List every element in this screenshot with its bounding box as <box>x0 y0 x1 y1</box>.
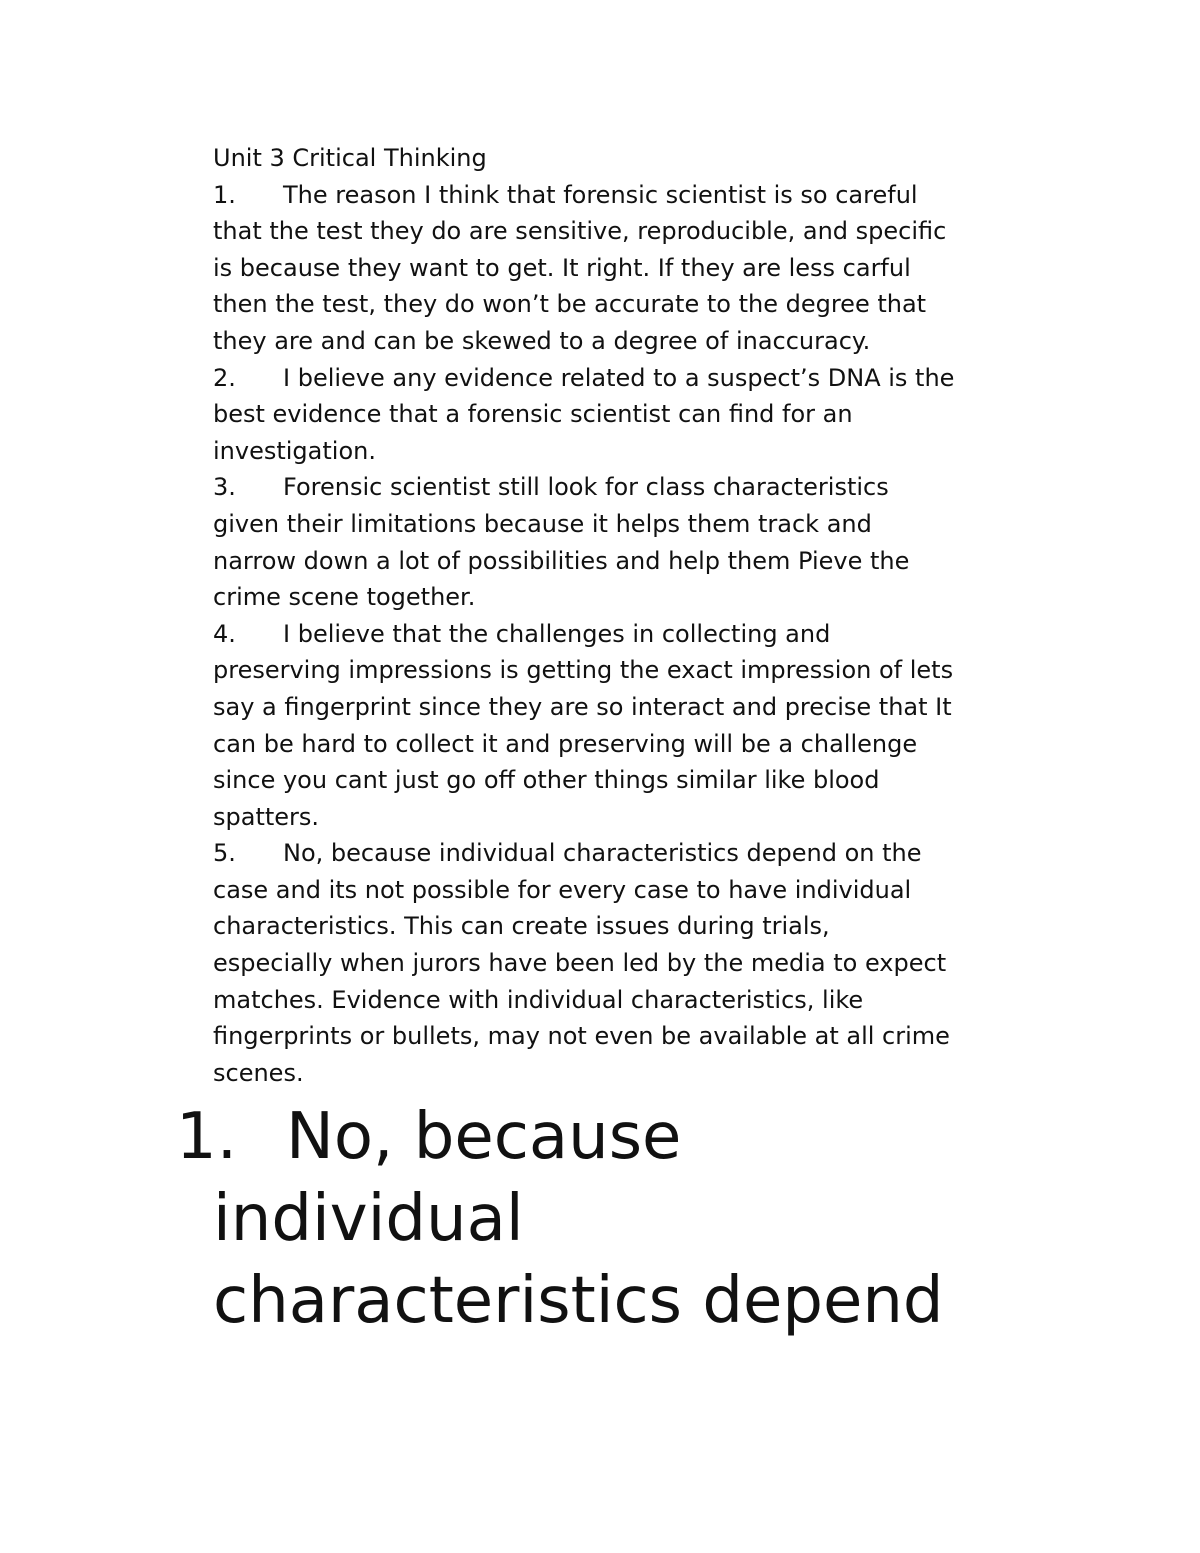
answer-line: given their limitations because it helps them track and <box>213 509 872 538</box>
large-answer-line: characteristics depend <box>213 1264 944 1338</box>
answer-line: fingerprints or bullets, may not even be available at all crime <box>213 1022 950 1051</box>
answer-line: then the test, they do won’t be accurate to the degree that <box>213 290 927 319</box>
large-item-number: 1. <box>176 1100 238 1174</box>
item-number: 1. <box>213 180 236 209</box>
large-answer-line: individual <box>213 1182 524 1256</box>
answer-item-5 <box>213 835 1073 1091</box>
answer-line: characteristics. This can create issues during trials, <box>213 912 830 941</box>
item-number: 2. <box>213 363 236 392</box>
answer-line: matches. Evidence with individual characteristics, like <box>213 985 864 1014</box>
answer-line: 1. The reason I think that forensic scientist is so careful <box>213 177 1073 214</box>
large-answer-item <box>176 1096 1156 1342</box>
answer-line: especially when jurors have been led by the media to expect <box>213 949 947 978</box>
answer-line: is because they want to get. It right. If they are less carful <box>213 253 911 282</box>
answer-line: 5. No, because individual characteristics depend on the <box>213 835 1073 872</box>
answer-line: investigation. <box>213 436 376 465</box>
answer-line: they are and can be skewed to a degree of inaccuracy. <box>213 326 871 355</box>
document-body <box>213 140 1073 1091</box>
answer-item-1 <box>213 177 1073 360</box>
answer-item-3 <box>213 469 1073 615</box>
answer-line: 3. Forensic scientist still look for class characteristics <box>213 469 1073 506</box>
large-answer-line: No, because <box>286 1100 682 1174</box>
answer-line: scenes. <box>213 1058 304 1087</box>
answer-line: that the test they do are sensitive, reproducible, and specific <box>213 217 947 246</box>
answer-line: since you cant just go off other things similar like blood <box>213 766 880 795</box>
answer-line: case and its not possible for every case to have individual <box>213 875 912 904</box>
item-number: 4. <box>213 619 236 648</box>
answer-line: best evidence that a forensic scientist can find for an <box>213 400 853 429</box>
answer-line: say a fingerprint since they are so interact and precise that It <box>213 692 952 721</box>
item-number: 5. <box>213 839 236 868</box>
answer-line: crime scene together. <box>213 583 476 612</box>
answer-line: 4. I believe that the challenges in collecting and <box>213 616 1073 653</box>
answer-line: 2. I believe any evidence related to a suspect’s DNA is the <box>213 360 1073 397</box>
answer-item-4 <box>213 616 1073 836</box>
answer-line: narrow down a lot of possibilities and help them Pieve the <box>213 546 910 575</box>
answer-line: spatters. <box>213 802 320 831</box>
item-number: 3. <box>213 473 236 502</box>
document-title: Unit 3 Critical Thinking <box>213 144 487 172</box>
answer-line: preserving impressions is getting the exact impression of lets <box>213 656 954 685</box>
answer-item-2 <box>213 360 1073 470</box>
answer-line: can be hard to collect it and preserving will be a challenge <box>213 729 918 758</box>
